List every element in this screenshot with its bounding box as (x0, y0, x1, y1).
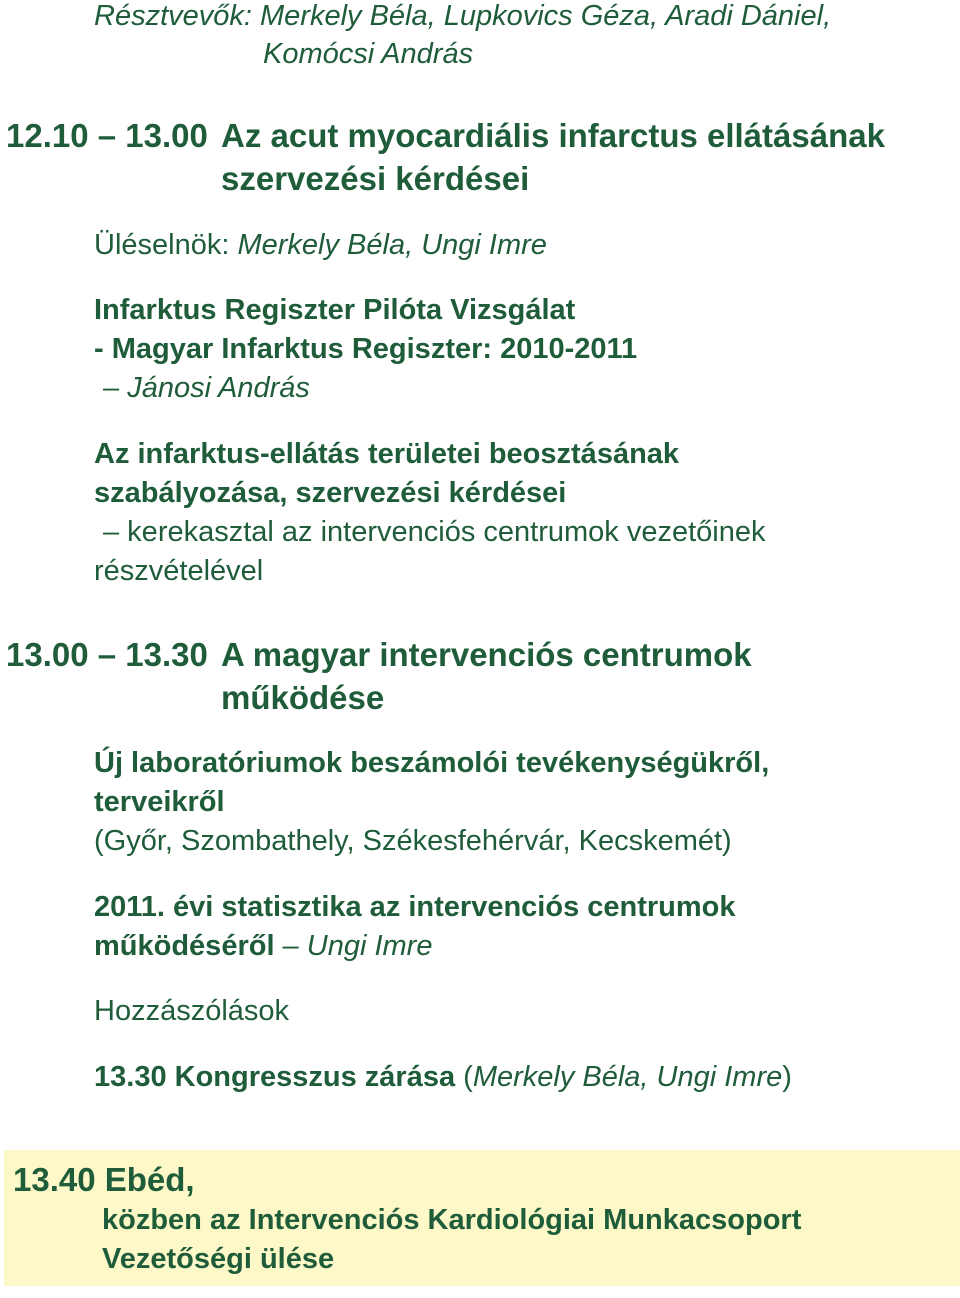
session1-talk2-subtitle-line2: részvételével (94, 555, 264, 587)
session1-talk1-title-line2: - Magyar Infarktus Regiszter: 2010-2011 (94, 333, 638, 365)
session2-talk2-title-line2: működéséről (94, 930, 275, 962)
session2-talk2-title-line1: 2011. évi statisztika az intervenciós centrumok (94, 891, 736, 923)
lunch-desc-line1: közben az Intervenciós Kardiológiai Munkacsoport (102, 1204, 802, 1236)
session2-discussion: Hozzászólások (94, 995, 290, 1027)
session2-time: 13.00 – 13.30 (6, 636, 208, 673)
session1-title-line1: Az acut myocardiális infarctus ellátásának (221, 117, 885, 154)
session2-talk1-cities: (Győr, Szombathely, Székesfehérvár, Kecskemét) (94, 825, 732, 857)
session2-talk2-speaker: Ungi Imre (306, 930, 433, 962)
session2-closing (94, 1063, 792, 1092)
session2-talk1-title-line2: terveikről (94, 786, 225, 818)
session1-talk1-title-line1: Infarktus Regiszter Pilóta Vizsgálat (94, 294, 576, 326)
session2-closing-title: 13.30 Kongresszus zárása (94, 1061, 456, 1093)
session1-chair (94, 231, 547, 260)
session1-chair-names: Merkely Béla, Ungi Imre (237, 229, 547, 261)
lunch-desc-line2: Vezetőségi ülése (102, 1243, 335, 1275)
session1-talk1-dash: – (103, 372, 128, 404)
session2-title-line2: működése (221, 679, 385, 716)
session2-closing-speakers: Merkely Béla, Ungi Imre (472, 1061, 783, 1093)
session1-talk2-title-line1: Az infarktus-ellátás területei beosztásának (94, 438, 680, 470)
participants-names-line1: Merkely Béla, Lupkovics Géza, Aradi Dániel, (260, 0, 832, 32)
lunch-title: 13.40 Ebéd, (13, 1161, 195, 1198)
session1-talk2-title-line2: szabályozása, szervezési kérdései (94, 477, 567, 509)
session1-chair-label: Üléselnök: (94, 229, 238, 261)
session2-title-line1: A magyar intervenciós centrumok (221, 636, 752, 673)
session2-talk2-dash: – (274, 930, 307, 962)
session2-talk2-line2 (94, 932, 432, 961)
session1-talk1-speaker: Jánosi András (127, 372, 310, 404)
session2-closing-close-paren: ) (782, 1061, 792, 1093)
session1-title-line2: szervezési kérdései (221, 160, 530, 197)
participants-label: Résztvevők: (94, 0, 260, 32)
session2-closing-open-paren: ( (455, 1061, 473, 1093)
participants-names-line2: Komócsi András (263, 38, 474, 70)
session1-time: 12.10 – 13.00 (6, 117, 208, 154)
participants-line1 (94, 2, 831, 31)
session2-talk1-title-line1: Új laboratóriumok beszámolói tevékenységükről, (94, 747, 770, 779)
session1-talk1-speaker-line (103, 374, 310, 403)
session1-talk2-subtitle-line1: – kerekasztal az intervenciós centrumok vezetőinek (103, 516, 766, 548)
